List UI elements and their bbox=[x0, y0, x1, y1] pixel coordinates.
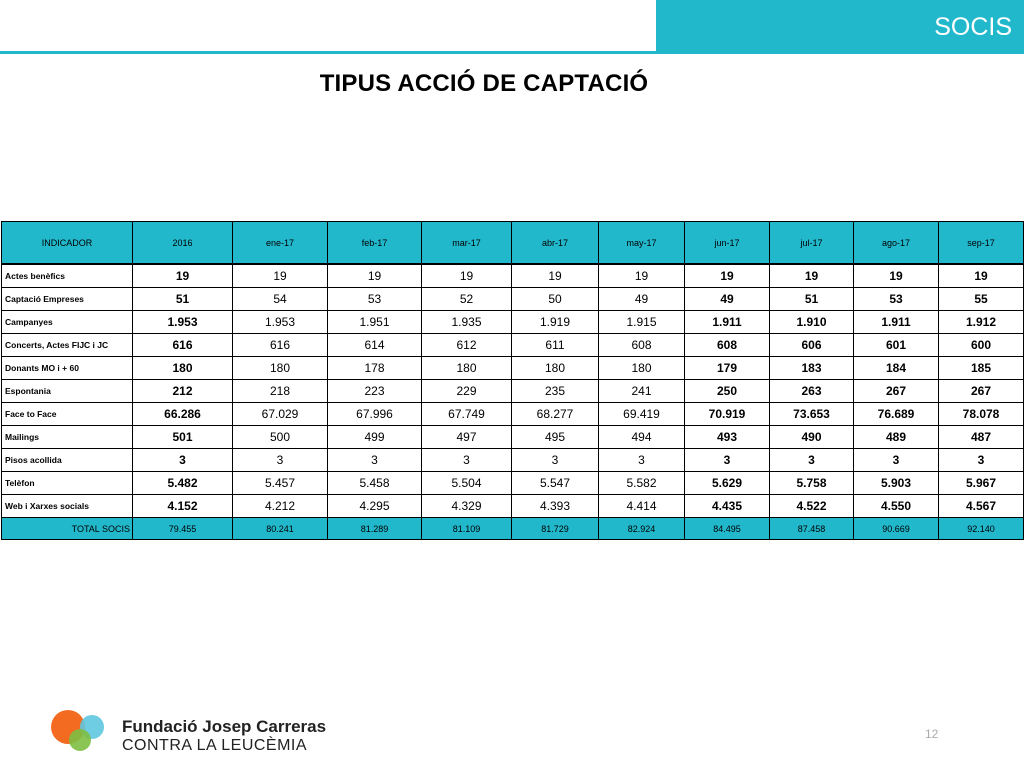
table-cell: 616 bbox=[133, 334, 233, 357]
table-cell: 4.414 bbox=[599, 495, 685, 518]
table-cell: 490 bbox=[770, 426, 854, 449]
table-row bbox=[2, 403, 1024, 426]
column-header: 2016 bbox=[133, 222, 233, 265]
org-name: Fundació Josep Carreras bbox=[122, 717, 327, 736]
indicator-label: Face to Face bbox=[2, 403, 133, 426]
total-cell: 81.289 bbox=[328, 518, 422, 540]
table-cell: 4.152 bbox=[133, 495, 233, 518]
table-cell: 5.504 bbox=[422, 472, 512, 495]
total-cell: 90.669 bbox=[854, 518, 939, 540]
table-cell: 1.915 bbox=[599, 311, 685, 334]
column-header: sep-17 bbox=[939, 222, 1024, 265]
table-cell: 19 bbox=[599, 264, 685, 288]
table-cell: 183 bbox=[770, 357, 854, 380]
column-header: jul-17 bbox=[770, 222, 854, 265]
table-cell: 51 bbox=[133, 288, 233, 311]
table-cell: 180 bbox=[233, 357, 328, 380]
table-cell: 3 bbox=[133, 449, 233, 472]
table-cell: 601 bbox=[854, 334, 939, 357]
table-cell: 4.522 bbox=[770, 495, 854, 518]
table-cell: 180 bbox=[133, 357, 233, 380]
table-cell: 267 bbox=[939, 380, 1024, 403]
table-cell: 250 bbox=[685, 380, 770, 403]
table-cell: 3 bbox=[512, 449, 599, 472]
table-cell: 19 bbox=[422, 264, 512, 288]
indicator-label: Telèfon bbox=[2, 472, 133, 495]
table-cell: 616 bbox=[233, 334, 328, 357]
table-cell: 68.277 bbox=[512, 403, 599, 426]
table-cell: 600 bbox=[939, 334, 1024, 357]
table-cell: 70.919 bbox=[685, 403, 770, 426]
table-cell: 1.910 bbox=[770, 311, 854, 334]
column-header: ene-17 bbox=[233, 222, 328, 265]
table-cell: 19 bbox=[512, 264, 599, 288]
fundacio-logo-icon bbox=[49, 707, 109, 753]
page-title: TIPUS ACCIÓ DE CAPTACIÓ bbox=[319, 70, 649, 97]
column-header: abr-17 bbox=[512, 222, 599, 265]
table-cell: 19 bbox=[233, 264, 328, 288]
table-cell: 5.582 bbox=[599, 472, 685, 495]
table-cell: 1.935 bbox=[422, 311, 512, 334]
table-cell: 4.393 bbox=[512, 495, 599, 518]
table-cell: 212 bbox=[133, 380, 233, 403]
indicator-label: Donants MO i + 60 bbox=[2, 357, 133, 380]
table-cell: 487 bbox=[939, 426, 1024, 449]
table-cell: 4.212 bbox=[233, 495, 328, 518]
total-cell: 82.924 bbox=[599, 518, 685, 540]
table-row bbox=[2, 288, 1024, 311]
table-cell: 67.029 bbox=[233, 403, 328, 426]
table-cell: 5.903 bbox=[854, 472, 939, 495]
table-cell: 5.458 bbox=[328, 472, 422, 495]
indicator-label: Actes benèfics bbox=[2, 264, 133, 288]
table-row bbox=[2, 357, 1024, 380]
total-row bbox=[2, 518, 1024, 540]
table-cell: 608 bbox=[685, 334, 770, 357]
table-cell: 78.078 bbox=[939, 403, 1024, 426]
table-row bbox=[2, 334, 1024, 357]
table-cell: 489 bbox=[854, 426, 939, 449]
table-cell: 608 bbox=[599, 334, 685, 357]
table-cell: 53 bbox=[854, 288, 939, 311]
table-row bbox=[2, 380, 1024, 403]
table-cell: 50 bbox=[512, 288, 599, 311]
table-cell: 49 bbox=[599, 288, 685, 311]
table-cell: 4.435 bbox=[685, 495, 770, 518]
table-cell: 4.567 bbox=[939, 495, 1024, 518]
table-cell: 493 bbox=[685, 426, 770, 449]
table-cell: 241 bbox=[599, 380, 685, 403]
table-cell: 495 bbox=[512, 426, 599, 449]
table-cell: 3 bbox=[854, 449, 939, 472]
table-cell: 500 bbox=[233, 426, 328, 449]
table-cell: 19 bbox=[770, 264, 854, 288]
total-cell: 87.458 bbox=[770, 518, 854, 540]
table-cell: 1.919 bbox=[512, 311, 599, 334]
table-cell: 5.629 bbox=[685, 472, 770, 495]
section-label: SOCIS bbox=[934, 13, 1012, 41]
table-cell: 1.953 bbox=[133, 311, 233, 334]
table-cell: 4.295 bbox=[328, 495, 422, 518]
indicator-label: Concerts, Actes FIJC i JC bbox=[2, 334, 133, 357]
table-header-row bbox=[2, 222, 1024, 265]
table-cell: 263 bbox=[770, 380, 854, 403]
table-cell: 267 bbox=[854, 380, 939, 403]
table-cell: 4.329 bbox=[422, 495, 512, 518]
table-cell: 73.653 bbox=[770, 403, 854, 426]
indicator-label: Campanyes bbox=[2, 311, 133, 334]
indicator-label: Captació Empreses bbox=[2, 288, 133, 311]
table-cell: 180 bbox=[512, 357, 599, 380]
indicator-label: Espontania bbox=[2, 380, 133, 403]
table-cell: 5.482 bbox=[133, 472, 233, 495]
table-cell: 53 bbox=[328, 288, 422, 311]
table-cell: 614 bbox=[328, 334, 422, 357]
table-cell: 49 bbox=[685, 288, 770, 311]
table-row bbox=[2, 449, 1024, 472]
total-cell: 81.109 bbox=[422, 518, 512, 540]
table-cell: 3 bbox=[599, 449, 685, 472]
captacio-table bbox=[1, 221, 1024, 540]
table-row bbox=[2, 495, 1024, 518]
table-cell: 1.911 bbox=[685, 311, 770, 334]
table-cell: 184 bbox=[854, 357, 939, 380]
table-cell: 223 bbox=[328, 380, 422, 403]
table-cell: 3 bbox=[328, 449, 422, 472]
table-cell: 1.912 bbox=[939, 311, 1024, 334]
table-cell: 3 bbox=[939, 449, 1024, 472]
table-cell: 51 bbox=[770, 288, 854, 311]
table-cell: 497 bbox=[422, 426, 512, 449]
table-cell: 499 bbox=[328, 426, 422, 449]
table-cell: 1.951 bbox=[328, 311, 422, 334]
table-cell: 180 bbox=[599, 357, 685, 380]
table-cell: 19 bbox=[133, 264, 233, 288]
table-row bbox=[2, 264, 1024, 288]
table-cell: 69.419 bbox=[599, 403, 685, 426]
total-label: TOTAL SOCIS bbox=[2, 518, 133, 540]
table-cell: 5.758 bbox=[770, 472, 854, 495]
table-body bbox=[2, 264, 1024, 540]
table-cell: 19 bbox=[939, 264, 1024, 288]
table-cell: 494 bbox=[599, 426, 685, 449]
table-cell: 1.953 bbox=[233, 311, 328, 334]
table-cell: 218 bbox=[233, 380, 328, 403]
table-cell: 3 bbox=[422, 449, 512, 472]
table-cell: 66.286 bbox=[133, 403, 233, 426]
table-cell: 3 bbox=[685, 449, 770, 472]
table-cell: 19 bbox=[328, 264, 422, 288]
table-cell: 76.689 bbox=[854, 403, 939, 426]
org-tagline: CONTRA LA LEUCÈMIA bbox=[122, 737, 308, 754]
column-header: feb-17 bbox=[328, 222, 422, 265]
table-row bbox=[2, 311, 1024, 334]
table-cell: 52 bbox=[422, 288, 512, 311]
table-cell: 55 bbox=[939, 288, 1024, 311]
indicator-label: Mailings bbox=[2, 426, 133, 449]
table-cell: 19 bbox=[685, 264, 770, 288]
column-header: ago-17 bbox=[854, 222, 939, 265]
table-cell: 5.967 bbox=[939, 472, 1024, 495]
table-cell: 235 bbox=[512, 380, 599, 403]
table-cell: 1.911 bbox=[854, 311, 939, 334]
total-cell: 81.729 bbox=[512, 518, 599, 540]
total-cell: 84.495 bbox=[685, 518, 770, 540]
column-header: may-17 bbox=[599, 222, 685, 265]
indicator-label: Pisos acollida bbox=[2, 449, 133, 472]
total-cell: 92.140 bbox=[939, 518, 1024, 540]
section-header-band bbox=[656, 0, 1024, 53]
column-header: INDICADOR bbox=[2, 222, 133, 265]
table-row bbox=[2, 426, 1024, 449]
table-cell: 180 bbox=[422, 357, 512, 380]
table-cell: 612 bbox=[422, 334, 512, 357]
table-cell: 67.749 bbox=[422, 403, 512, 426]
table-cell: 3 bbox=[233, 449, 328, 472]
table-cell: 229 bbox=[422, 380, 512, 403]
table-cell: 179 bbox=[685, 357, 770, 380]
table-cell: 185 bbox=[939, 357, 1024, 380]
page-number: 12 bbox=[925, 727, 939, 741]
total-cell: 80.241 bbox=[233, 518, 328, 540]
table-cell: 178 bbox=[328, 357, 422, 380]
table-cell: 4.550 bbox=[854, 495, 939, 518]
table-cell: 501 bbox=[133, 426, 233, 449]
table-cell: 19 bbox=[854, 264, 939, 288]
column-header: mar-17 bbox=[422, 222, 512, 265]
table-cell: 3 bbox=[770, 449, 854, 472]
table-cell: 67.996 bbox=[328, 403, 422, 426]
table-cell: 606 bbox=[770, 334, 854, 357]
table-cell: 54 bbox=[233, 288, 328, 311]
table-cell: 5.457 bbox=[233, 472, 328, 495]
table-row bbox=[2, 472, 1024, 495]
indicator-label: Web i Xarxes socials bbox=[2, 495, 133, 518]
table-cell: 611 bbox=[512, 334, 599, 357]
column-header: jun-17 bbox=[685, 222, 770, 265]
table-cell: 5.547 bbox=[512, 472, 599, 495]
total-cell: 79.455 bbox=[133, 518, 233, 540]
